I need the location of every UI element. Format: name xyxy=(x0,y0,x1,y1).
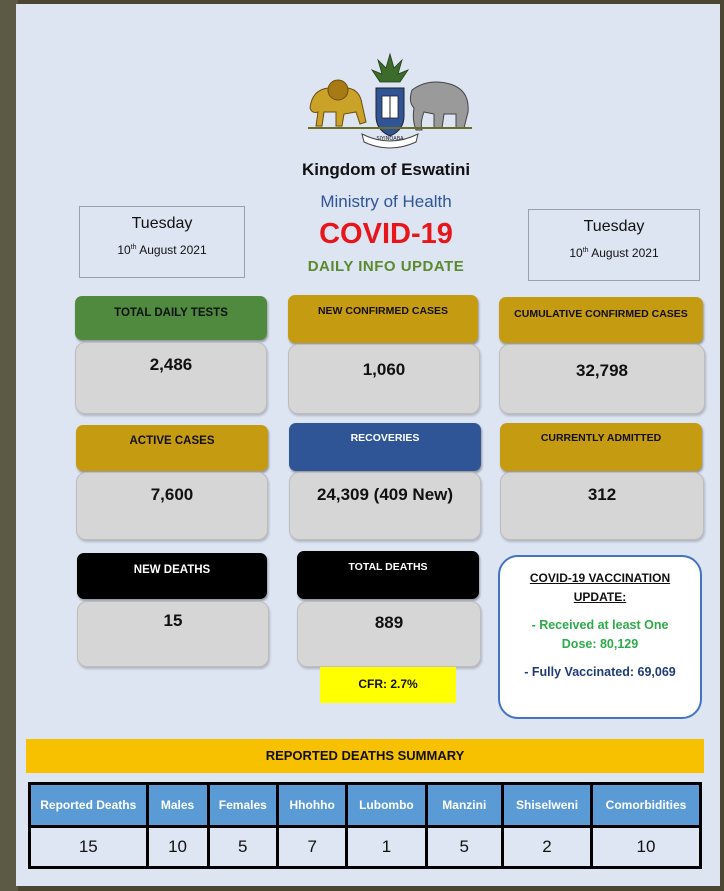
daily-update-subtitle: DAILY INFO UPDATE xyxy=(307,258,465,275)
summary-header-cell: Reported Deaths xyxy=(30,784,148,827)
new-deaths-value: 15 xyxy=(77,601,269,667)
vaccination-title-line2: UPDATE: xyxy=(573,590,627,604)
summary-value-cell: 10 xyxy=(592,827,701,868)
currently-admitted-header: CURRENTLY ADMITTED xyxy=(500,423,702,471)
cfr-badge: CFR: 2.7% xyxy=(320,667,456,703)
summary-header-cell: Males xyxy=(147,784,208,827)
vaccination-fully: - Fully Vaccinated: 69,069 xyxy=(524,665,676,679)
vaccination-update-box xyxy=(498,555,702,719)
summary-header-cell: Shiselweni xyxy=(503,784,592,827)
date-box-right xyxy=(528,209,700,281)
total-deaths-value: 889 xyxy=(297,601,481,667)
date-right-day: Tuesday xyxy=(583,218,645,235)
date-right-date: 10th August 2021 xyxy=(569,246,659,260)
covid-update-document xyxy=(16,4,720,886)
kingdom-title: Kingdom of Eswatini xyxy=(301,160,471,179)
summary-value-cell: 10 xyxy=(147,827,208,868)
ministry-title: Ministry of Health xyxy=(320,192,452,211)
new-confirmed-cases-value: 1,060 xyxy=(288,344,480,414)
summary-value-cell: 5 xyxy=(426,827,503,868)
deaths-summary-table xyxy=(28,782,702,869)
summary-header-cell: Lubombo xyxy=(347,784,426,827)
vaccination-received-line2: Dose: 80,129 xyxy=(561,637,639,651)
summary-header-cell: Comorbidities xyxy=(592,784,701,827)
total-daily-tests-value: 2,486 xyxy=(75,342,267,414)
cumulative-confirmed-cases-value: 32,798 xyxy=(499,344,705,414)
active-cases-header: ACTIVE CASES xyxy=(76,425,268,471)
summary-header-row xyxy=(30,784,701,827)
total-deaths-header: TOTAL DEATHS xyxy=(297,551,479,599)
summary-value-cell: 5 xyxy=(208,827,278,868)
active-cases-value: 7,600 xyxy=(76,472,268,540)
motto-text: SIYINQABA xyxy=(376,136,404,142)
summary-header-cell: Females xyxy=(208,784,278,827)
new-confirmed-cases-header: NEW CONFIRMED CASES xyxy=(288,295,478,343)
summary-value-cell: 7 xyxy=(278,827,347,868)
recoveries-value: 24,309 (409 New) xyxy=(289,472,481,540)
coat-of-arms-icon xyxy=(304,50,476,150)
total-daily-tests-header: TOTAL DAILY TESTS xyxy=(75,296,267,340)
date-box-left xyxy=(79,206,245,278)
deaths-summary-title: REPORTED DEATHS SUMMARY xyxy=(26,739,704,773)
recoveries-header: RECOVERIES xyxy=(289,423,481,471)
covid-title: COVID-19 xyxy=(319,218,453,250)
summary-value-cell: 1 xyxy=(347,827,426,868)
cumulative-confirmed-cases-header: CUMULATIVE CONFIRMED CASES xyxy=(499,297,703,343)
summary-value-cell: 15 xyxy=(30,827,148,868)
summary-value-cell: 2 xyxy=(503,827,592,868)
summary-value-row xyxy=(30,827,701,868)
summary-header-cell: Hhohho xyxy=(278,784,347,827)
date-left-day: Tuesday xyxy=(131,215,193,232)
new-deaths-header: NEW DEATHS xyxy=(77,553,267,599)
date-left-date: 10th August 2021 xyxy=(117,243,207,257)
vaccination-received-line1: - Received at least One xyxy=(531,618,669,632)
vaccination-title-line1: COVID-19 VACCINATION xyxy=(529,571,671,585)
currently-admitted-value: 312 xyxy=(500,472,704,540)
summary-header-cell: Manzini xyxy=(426,784,503,827)
